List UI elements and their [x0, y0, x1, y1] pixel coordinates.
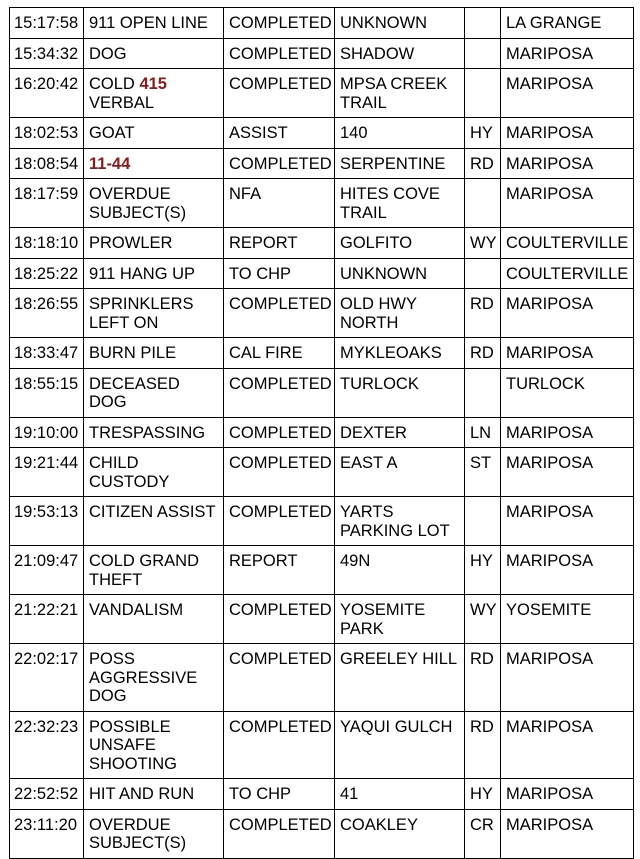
call-type-cell — [84, 8, 224, 39]
city-cell: MARIPOSA — [501, 148, 634, 179]
call-type-cell — [84, 779, 224, 810]
call-type-cell — [84, 179, 224, 228]
street-suffix-cell: RD — [465, 148, 501, 179]
call-text: POSS AGGRESSIVE DOG — [89, 650, 198, 705]
time-cell: 19:21:44 — [10, 448, 84, 497]
street-cell: 41 — [335, 779, 465, 810]
city-cell: MARIPOSA — [501, 417, 634, 448]
disposition-cell: CAL FIRE — [224, 338, 335, 369]
street-cell: MPSA CREEK TRAIL — [335, 69, 465, 118]
call-text: POSSIBLE UNSAFE SHOOTING — [89, 717, 178, 773]
time-cell: 16:20:42 — [10, 69, 84, 118]
call-type-cell — [84, 118, 224, 149]
table-row — [10, 368, 634, 417]
call-type-cell — [84, 289, 224, 338]
call-text: DOG — [89, 44, 127, 63]
time-cell: 15:34:32 — [10, 38, 84, 69]
street-cell: MYKLEOAKS — [335, 338, 465, 369]
street-suffix-cell: RD — [465, 289, 501, 338]
street-cell: UNKNOWN — [335, 8, 465, 39]
call-type-cell — [84, 595, 224, 644]
disposition-cell: COMPLETED — [224, 8, 335, 39]
street-cell: SHADOW — [335, 38, 465, 69]
city-cell: COULTERVILLE — [501, 228, 634, 259]
street-cell: YARTS PARKING LOT — [335, 497, 465, 546]
disposition-cell: TO CHP — [224, 258, 335, 289]
time-cell: 18:55:15 — [10, 368, 84, 417]
table-row — [10, 644, 634, 712]
call-type-cell — [84, 497, 224, 546]
call-code: 11-44 — [89, 154, 131, 173]
city-cell: COULTERVILLE — [501, 258, 634, 289]
street-cell: YAQUI GULCH — [335, 711, 465, 779]
call-type-cell — [84, 711, 224, 779]
table-row — [10, 448, 634, 497]
street-suffix-cell — [465, 8, 501, 39]
table-row — [10, 417, 634, 448]
disposition-cell: COMPLETED — [224, 711, 335, 779]
time-cell: 22:32:23 — [10, 711, 84, 779]
time-cell: 15:17:58 — [10, 8, 84, 39]
time-cell: 18:02:53 — [10, 118, 84, 149]
street-cell: GOLFITO — [335, 228, 465, 259]
time-cell: 18:33:47 — [10, 338, 84, 369]
street-cell: GREELEY HILL — [335, 644, 465, 712]
street-suffix-cell: CR — [465, 809, 501, 858]
call-type-cell — [84, 417, 224, 448]
table-row — [10, 179, 634, 228]
city-cell: MARIPOSA — [501, 69, 634, 118]
table-row — [10, 779, 634, 810]
time-cell: 22:02:17 — [10, 644, 84, 712]
call-text: 911 OPEN LINE — [89, 14, 208, 32]
city-cell: LA GRANGE — [501, 8, 634, 39]
disposition-cell: COMPLETED — [224, 417, 335, 448]
time-cell: 19:10:00 — [10, 417, 84, 448]
table-row — [10, 228, 634, 259]
call-text: VANDALISM — [89, 601, 184, 619]
city-cell: MARIPOSA — [501, 546, 634, 595]
street-cell: 49N — [335, 546, 465, 595]
call-text: CITIZEN ASSIST — [89, 503, 216, 521]
call-type-cell — [84, 368, 224, 417]
call-type-cell — [84, 228, 224, 259]
disposition-cell: COMPLETED — [224, 368, 335, 417]
call-type-cell — [84, 69, 224, 118]
table-row — [10, 497, 634, 546]
time-cell: 22:52:52 — [10, 779, 84, 810]
table-row — [10, 118, 634, 149]
street-cell: UNKNOWN — [335, 258, 465, 289]
call-text: VERBAL — [89, 93, 155, 112]
time-cell: 18:18:10 — [10, 228, 84, 259]
call-log-body — [10, 8, 634, 859]
street-suffix-cell — [465, 38, 501, 69]
city-cell: TURLOCK — [501, 368, 634, 417]
street-suffix-cell — [465, 258, 501, 289]
table-row — [10, 289, 634, 338]
street-suffix-cell — [465, 368, 501, 417]
call-text: 911 HANG UP — [89, 264, 196, 283]
call-text: HIT AND RUN — [89, 785, 195, 803]
street-suffix-cell: RD — [465, 338, 501, 369]
street-suffix-cell: HY — [465, 546, 501, 595]
table-row — [10, 148, 634, 179]
call-text: OVERDUE SUBJECT(S) — [89, 815, 187, 852]
street-suffix-cell — [465, 179, 501, 228]
disposition-cell: REPORT — [224, 228, 335, 259]
street-cell: TURLOCK — [335, 368, 465, 417]
street-suffix-cell — [465, 69, 501, 118]
city-cell: MARIPOSA — [501, 289, 634, 338]
disposition-cell: COMPLETED — [224, 148, 335, 179]
time-cell: 19:53:13 — [10, 497, 84, 546]
call-text: COLD — [89, 75, 140, 93]
street-cell: HITES COVE TRAIL — [335, 179, 465, 228]
street-cell: OLD HWY NORTH — [335, 289, 465, 338]
time-cell: 18:17:59 — [10, 179, 84, 228]
time-cell: 21:09:47 — [10, 546, 84, 595]
table-row — [10, 38, 634, 69]
call-text: BURN PILE — [89, 344, 177, 362]
call-text: SPRINKLERS LEFT ON — [89, 295, 194, 332]
disposition-cell: COMPLETED — [224, 595, 335, 644]
table-row — [10, 258, 634, 289]
time-cell: 18:08:54 — [10, 148, 84, 179]
city-cell: MARIPOSA — [501, 448, 634, 497]
time-cell: 23:11:20 — [10, 809, 84, 858]
disposition-cell: COMPLETED — [224, 69, 335, 118]
disposition-cell: COMPLETED — [224, 644, 335, 712]
call-log-table — [9, 7, 634, 859]
table-row — [10, 711, 634, 779]
street-suffix-cell: RD — [465, 644, 501, 712]
street-suffix-cell: HY — [465, 118, 501, 149]
call-type-cell — [84, 644, 224, 712]
city-cell: MARIPOSA — [501, 179, 634, 228]
call-type-cell — [84, 148, 224, 179]
call-text: COLD GRAND THEFT — [89, 552, 200, 589]
street-cell: EAST A — [335, 448, 465, 497]
call-text: GOAT — [89, 124, 135, 142]
city-cell: MARIPOSA — [501, 38, 634, 69]
street-cell: DEXTER — [335, 417, 465, 448]
table-row — [10, 809, 634, 858]
disposition-cell: COMPLETED — [224, 289, 335, 338]
time-cell: 18:25:22 — [10, 258, 84, 289]
table-row — [10, 8, 634, 39]
call-text: CHILD CUSTODY — [89, 454, 170, 491]
table-row — [10, 546, 634, 595]
street-cell: COAKLEY — [335, 809, 465, 858]
city-cell: MARIPOSA — [501, 809, 634, 858]
call-type-cell — [84, 448, 224, 497]
table-row — [10, 69, 634, 118]
street-cell: SERPENTINE — [335, 148, 465, 179]
city-cell: YOSEMITE — [501, 595, 634, 644]
disposition-cell: ASSIST — [224, 118, 335, 149]
street-suffix-cell: LN — [465, 417, 501, 448]
city-cell: MARIPOSA — [501, 779, 634, 810]
city-cell: MARIPOSA — [501, 644, 634, 712]
street-suffix-cell: WY — [465, 595, 501, 644]
call-type-cell — [84, 338, 224, 369]
call-text: OVERDUE SUBJECT(S) — [89, 185, 187, 222]
city-cell: MARIPOSA — [501, 338, 634, 369]
call-text: PROWLER — [89, 234, 173, 252]
street-cell: YOSEMITE PARK — [335, 595, 465, 644]
call-type-cell — [84, 546, 224, 595]
table-row — [10, 595, 634, 644]
street-suffix-cell: RD — [465, 711, 501, 779]
city-cell: MARIPOSA — [501, 118, 634, 149]
street-suffix-cell — [465, 497, 501, 546]
call-text: DECEASED DOG — [89, 374, 180, 411]
city-cell: MARIPOSA — [501, 497, 634, 546]
disposition-cell: COMPLETED — [224, 809, 335, 858]
street-cell: 140 — [335, 118, 465, 149]
disposition-cell: NFA — [224, 179, 335, 228]
call-type-cell — [84, 809, 224, 858]
call-text: TRESPASSING — [89, 423, 206, 442]
disposition-cell: COMPLETED — [224, 38, 335, 69]
city-cell: MARIPOSA — [501, 711, 634, 779]
time-cell: 21:22:21 — [10, 595, 84, 644]
table-row — [10, 338, 634, 369]
disposition-cell: TO CHP — [224, 779, 335, 810]
street-suffix-cell: ST — [465, 448, 501, 497]
disposition-cell: COMPLETED — [224, 448, 335, 497]
street-suffix-cell: WY — [465, 228, 501, 259]
time-cell: 18:26:55 — [10, 289, 84, 338]
street-suffix-cell: HY — [465, 779, 501, 810]
call-code: 415 — [139, 75, 167, 93]
call-type-cell — [84, 38, 224, 69]
disposition-cell: REPORT — [224, 546, 335, 595]
call-type-cell — [84, 258, 224, 289]
disposition-cell: COMPLETED — [224, 497, 335, 546]
